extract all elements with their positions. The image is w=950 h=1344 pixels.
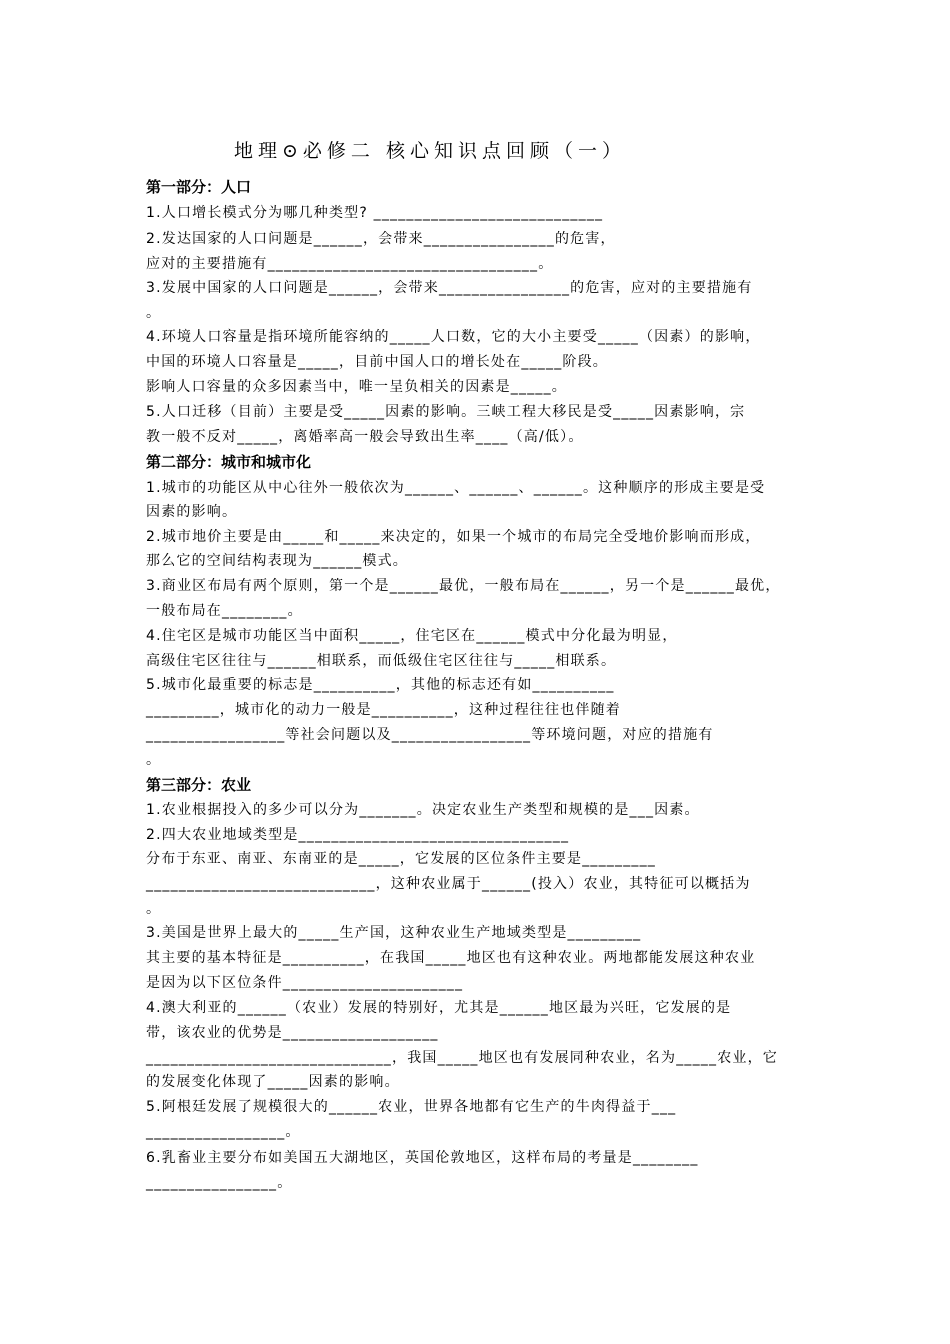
text-line: ____________________________，这种农业属于______(投入）农业，其特征可以概括为 bbox=[146, 876, 751, 892]
text-line: 3.美国是世界上最大的_____生产国，这种农业生产地域类型是_________ bbox=[146, 925, 642, 941]
text-line: 那么它的空间结构表现为______模式。 bbox=[146, 553, 408, 569]
text-line: 4.澳大利亚的______（农业）发展的特别好，尤其是______地区最为兴旺，它发展的是 bbox=[146, 1000, 732, 1016]
text-line: 教一般不反对_____，离婚率高一般会导致出生率____（高/低）。 bbox=[146, 429, 584, 445]
text-line: 6.乳畜业主要分布如美国五大湖地区，英国伦敦地区，这样布局的考量是________ bbox=[146, 1150, 699, 1166]
text-line: 。 bbox=[146, 901, 162, 917]
text-line: 因素的影响。 bbox=[146, 504, 238, 520]
text-line: _________________等社会问题以及_________________等环境问题，对应的措施有 bbox=[146, 727, 714, 743]
text-line: 1.人口增长模式分为哪几种类型? ____________________________ bbox=[146, 205, 604, 221]
text-line: 。 bbox=[146, 305, 162, 321]
text-line: 3.商业区布局有两个原则，第一个是______最优，一般布局在______，另一个是______最优， bbox=[146, 578, 781, 594]
text-line: 的发展变化体现了_____因素的影响。 bbox=[146, 1074, 400, 1090]
text-line: 中国的环境人口容量是_____，目前中国人口的增长处在_____阶段。 bbox=[146, 354, 608, 370]
text-line: 2.城市地价主要是由_____和_____来决定的，如果一个城市的布局完全受地价影响而形成， bbox=[146, 529, 761, 545]
page-title: 地理⊙必修二 核心知识点回顾（一） bbox=[234, 140, 626, 162]
text-line: 4.住宅区是城市功能区当中面积_____，住宅区在______模式中分化最为明显， bbox=[146, 628, 678, 644]
text-line: 高级住宅区往往与______相联系，而低级住宅区往往与_____相联系。 bbox=[146, 653, 617, 669]
text-line: 3.发展中国家的人口问题是______，会带来________________的危害，应对的主要措施有 bbox=[146, 280, 753, 296]
text-line: 5.人口迁移（目前）主要是受_____因素的影响。三峡工程大移民是受_____因素影响，宗 bbox=[146, 404, 746, 420]
section-heading-population: 第一部分：人口 bbox=[146, 178, 252, 196]
text-line: 是因为以下区位条件______________________ bbox=[146, 975, 464, 991]
text-line: 1.农业根据投入的多少可以分为_______。决定农业生产类型和规模的是___因素。 bbox=[146, 802, 700, 818]
text-line: _________，城市化的动力一般是__________，这种过程往往也伴随着 bbox=[146, 702, 621, 718]
text-line: 1.城市的功能区从中心往外一般依次为______、______、______。这种顺序的形成主要是受 bbox=[146, 480, 766, 496]
text-line: 4.环境人口容量是指环境所能容纳的_____人口数，它的大小主要受_____（因素）的影响， bbox=[146, 329, 761, 345]
text-line: ________________。 bbox=[146, 1175, 293, 1191]
text-line: 其主要的基本特征是__________，在我国_____地区也有这种农业。两地都能发展这种农业 bbox=[146, 950, 756, 966]
text-line: 带，该农业的优势是___________________ bbox=[146, 1025, 439, 1041]
text-line: 影响人口容量的众多因素当中，唯一呈负相关的因素是_____。 bbox=[146, 379, 567, 395]
text-line: _________________。 bbox=[146, 1124, 301, 1140]
section-heading-agriculture: 第三部分：农业 bbox=[146, 776, 252, 794]
text-line: 分布于东亚、南亚、东南亚的是_____，它发展的区位条件主要是_________ bbox=[146, 851, 656, 867]
text-line: 2.四大农业地域类型是_________________________________ bbox=[146, 827, 570, 843]
text-line: 应对的主要措施有_________________________________。 bbox=[146, 256, 554, 272]
text-line: ______________________________，我国_____地区也有发展同种农业，名为_____农业，它 bbox=[146, 1050, 778, 1066]
text-line: 5.城市化最重要的标志是__________，其他的标志还有如__________ bbox=[146, 677, 615, 693]
text-line: 一般布局在________。 bbox=[146, 603, 303, 619]
text-line: 2.发达国家的人口问题是______，会带来________________的危害， bbox=[146, 231, 616, 247]
text-line: 。 bbox=[146, 752, 162, 768]
section-heading-urban: 第二部分：城市和城市化 bbox=[146, 453, 312, 471]
text-line: 5.阿根廷发展了规模很大的______农业，世界各地都有它生产的牛肉得益于___ bbox=[146, 1099, 677, 1115]
